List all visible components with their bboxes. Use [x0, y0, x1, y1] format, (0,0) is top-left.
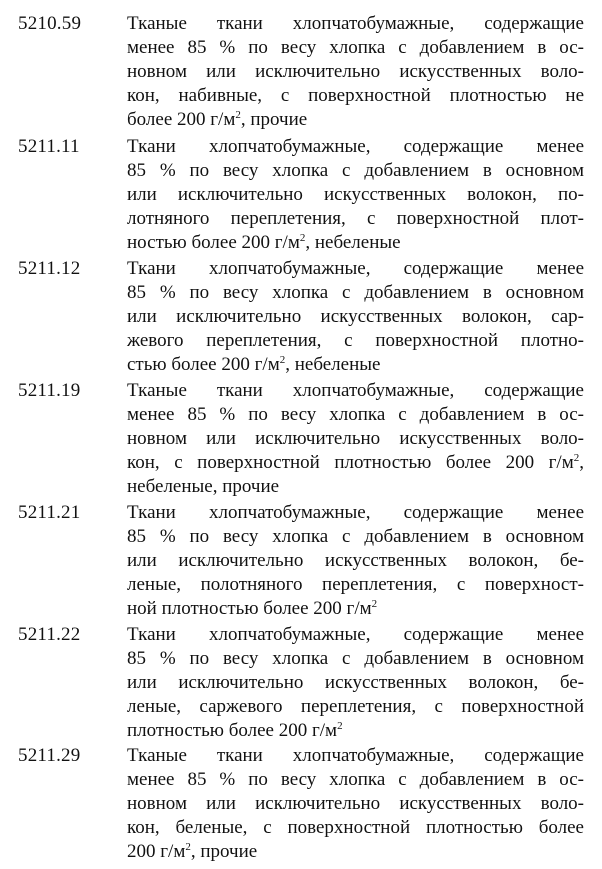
description-line: Ткани хлопчатобумажные, содержащие менее [127, 502, 584, 523]
description-line: стью более 200 $г/м^2$, небеленые [127, 354, 381, 375]
description-line: новном или исключительно искусственных воло- [127, 793, 584, 814]
description-line: леные, саржевого переплетения, с поверхностной [127, 696, 584, 717]
description-line: Тканые ткани хлопчатобумажные, содержащие [127, 745, 584, 766]
description-line: кон, беленые, с поверхностной плотностью более [127, 817, 584, 838]
description-line: ной плотностью более 200 $г/м^2$ [127, 598, 378, 619]
description-line: лотняного переплетения, с поверхностной плот- [127, 208, 584, 229]
description-line: новном или исключительно искусственных воло- [127, 61, 584, 82]
tariff-description [127, 379, 584, 499]
description-line: менее 85 % по весу хлопка с добавлением в ос- [127, 404, 584, 425]
description-line: ностью более 200 $г/м^2$, небеленые [127, 232, 401, 253]
description-line: или исключительно искусственных волокон, сар- [127, 306, 584, 327]
tariff-code: 5211.21 [18, 502, 81, 523]
description-line: 85 % по весу хлопка с добавлением в основном [127, 282, 584, 303]
description-line: менее 85 % по весу хлопка с добавлением в ос- [127, 769, 584, 790]
description-line: или исключительно искусственных волокон, бе- [127, 550, 584, 571]
description-line: Тканые ткани хлопчатобумажные, содержащие [127, 13, 584, 34]
tariff-description [127, 501, 584, 621]
description-line: Ткани хлопчатобумажные, содержащие менее [127, 624, 584, 645]
description-line: новном или исключительно искусственных воло- [127, 428, 584, 449]
tariff-description [127, 744, 584, 864]
description-line: кон, с поверхностной плотностью более 200 $г/м^2$, [127, 452, 584, 473]
description-line: более 200 $г/м^2$, прочие [127, 109, 308, 130]
description-line: плотностью более 200 $г/м^2$ [127, 720, 343, 741]
tariff-description [127, 135, 584, 255]
description-line: кон, набивные, с поверхностной плотностью не [127, 85, 584, 106]
description-line: или исключительно искусственных волокон, бе- [127, 672, 584, 693]
description-line: 85 % по весу хлопка с добавлением в основном [127, 648, 584, 669]
tariff-code: 5210.59 [18, 13, 82, 34]
tariff-description [127, 623, 584, 743]
description-line: или исключительно искусственных волокон, по- [127, 184, 584, 205]
description-line: 85 % по весу хлопка с добавлением в основном [127, 526, 584, 547]
tariff-code: 5211.22 [18, 624, 81, 645]
description-line: Ткани хлопчатобумажные, содержащие менее [127, 136, 584, 157]
tariff-code: 5211.29 [18, 745, 81, 766]
description-line: жевого переплетения, с поверхностной плотно- [127, 330, 584, 351]
tariff-code: 5211.11 [18, 136, 80, 157]
description-line: Тканые ткани хлопчатобумажные, содержащие [127, 380, 584, 401]
tariff-description [127, 257, 584, 377]
description-line: Ткани хлопчатобумажные, содержащие менее [127, 258, 584, 279]
tariff-description [127, 12, 584, 132]
tariff-code: 5211.19 [18, 380, 81, 401]
description-line: леные, полотняного переплетения, с поверхност- [127, 574, 584, 595]
description-line: 200 $г/м^2$, прочие [127, 841, 258, 862]
description-line: менее 85 % по весу хлопка с добавлением в ос- [127, 37, 584, 58]
description-line: 85 % по весу хлопка с добавлением в основном [127, 160, 584, 181]
description-line: небеленые, прочие [127, 476, 280, 497]
tariff-code: 5211.12 [18, 258, 81, 279]
